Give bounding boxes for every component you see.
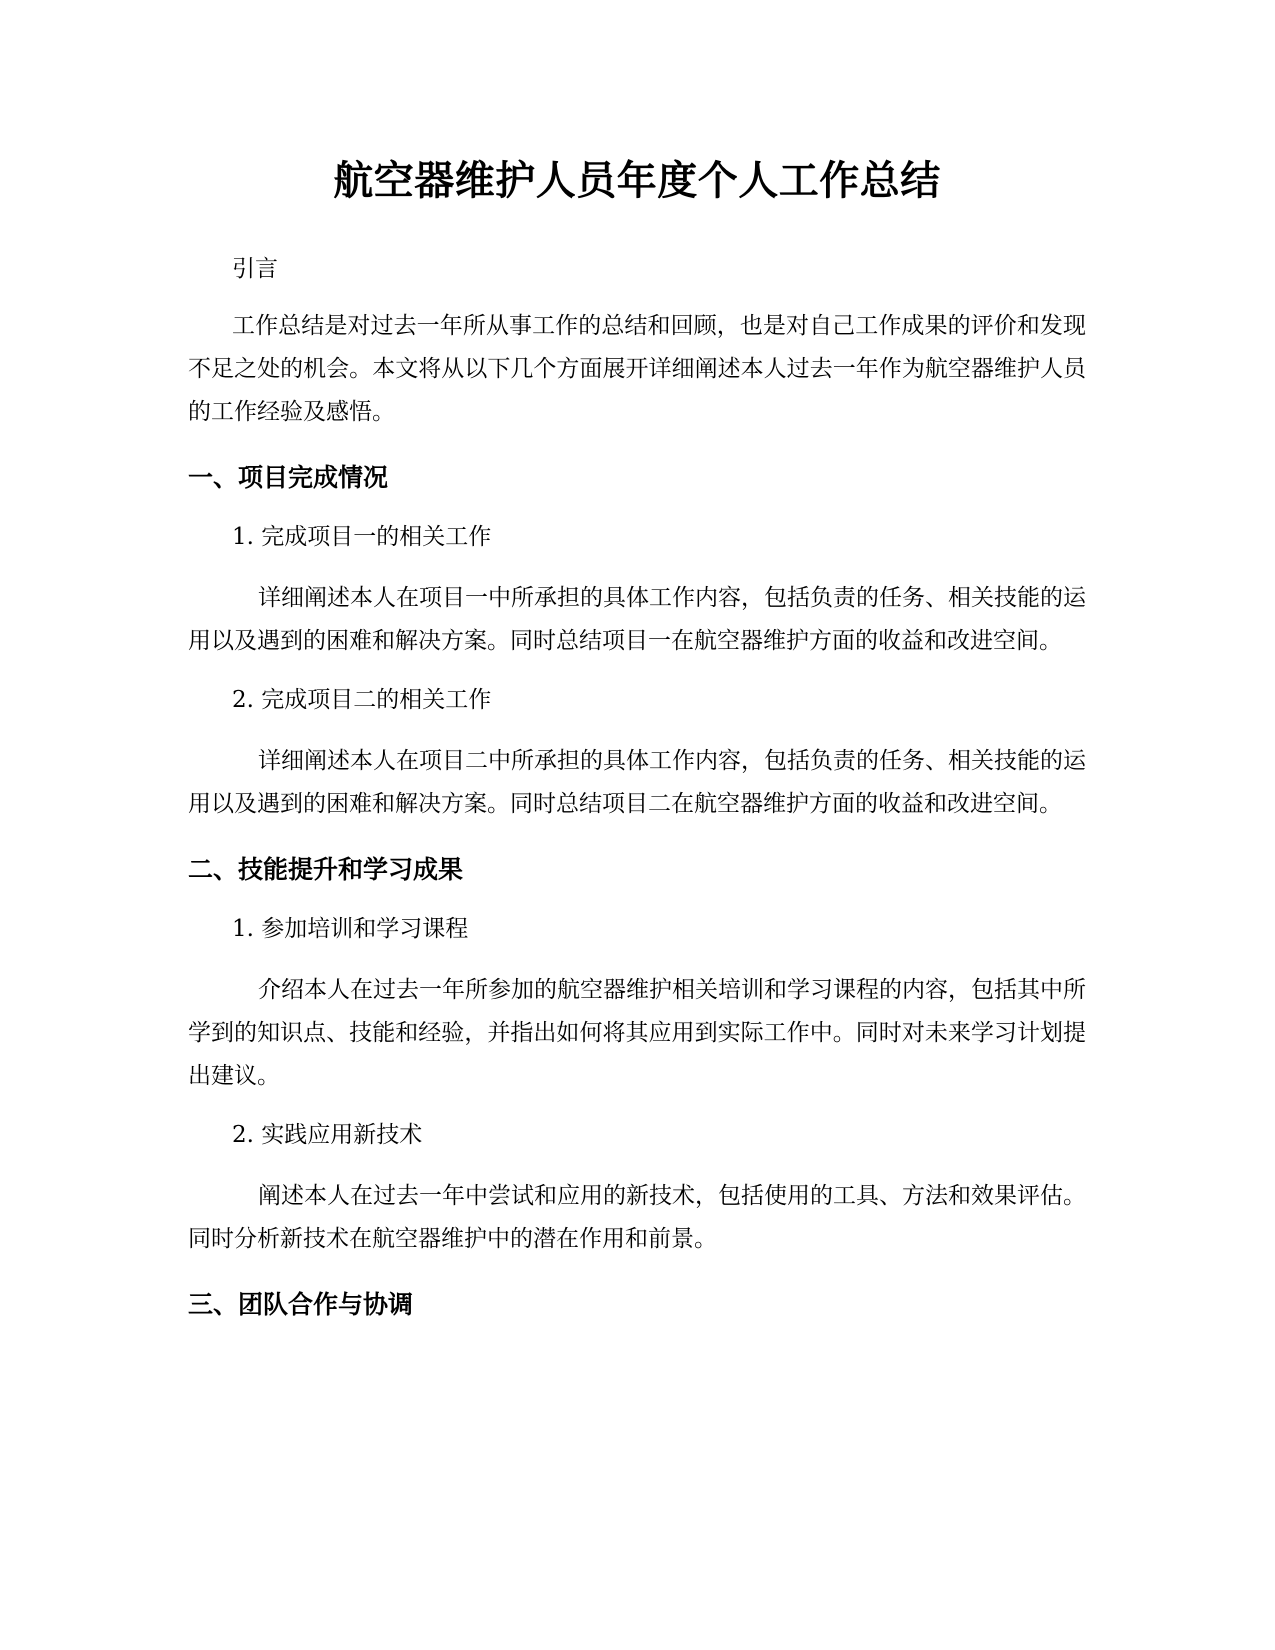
section-heading-1: 一、项目完成情况 (188, 463, 389, 492)
subsection-body-2-2: 阐述本人在过去一年中尝试和应用的新技术，包括使用的工具、方法和效果评估。同时分析新技术在航空器维护中的潜在作用和前景。 (188, 1183, 1086, 1252)
intro-label: 引言 (232, 256, 278, 282)
subsection-heading-2-2: 2. 实践应用新技术 (232, 1122, 423, 1148)
subsection-body-1-1: 详细阐述本人在项目一中所承担的具体工作内容，包括负责的任务、相关技能的运用以及遇到的困难和解决方案。同时总结项目一在航空器维护方面的收益和改进空间。 (188, 585, 1086, 654)
subsection-heading-1-1: 1. 完成项目一的相关工作 (232, 524, 492, 550)
subsection-heading-2-1: 1. 参加培训和学习课程 (232, 916, 469, 942)
intro-paragraph: 工作总结是对过去一年所从事工作的总结和回顾，也是对自己工作成果的评价和发现不足之处的机会。本文将从以下几个方面展开详细阐述本人过去一年作为航空器维护人员的工作经验及感悟。 (188, 313, 1086, 425)
document-content (188, 150, 1086, 1327)
section-heading-3: 三、团队合作与协调 (188, 1290, 414, 1319)
document-title: 航空器维护人员年度个人工作总结 (333, 158, 941, 204)
section-heading-2: 二、技能提升和学习成果 (188, 855, 464, 884)
subsection-body-1-2: 详细阐述本人在项目二中所承担的具体工作内容，包括负责的任务、相关技能的运用以及遇到的困难和解决方案。同时总结项目二在航空器维护方面的收益和改进空间。 (188, 748, 1086, 817)
subsection-heading-1-2: 2. 完成项目二的相关工作 (232, 687, 492, 713)
subsection-body-2-1: 介绍本人在过去一年所参加的航空器维护相关培训和学习课程的内容，包括其中所学到的知识点、技能和经验，并指出如何将其应用到实际工作中。同时对未来学习计划提出建议。 (188, 977, 1086, 1089)
